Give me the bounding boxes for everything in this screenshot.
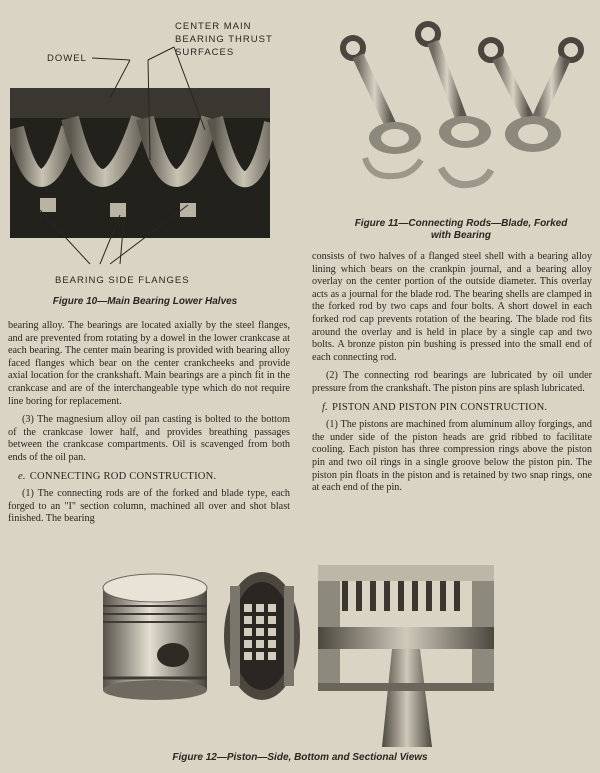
- callout-thrust-line2: BEARING THRUST: [175, 34, 273, 45]
- callout-thrust-line1: CENTER MAIN: [175, 21, 252, 32]
- callout-bearing-side-flanges: BEARING SIDE FLANGES: [55, 275, 190, 286]
- section-f-letter: f.: [322, 401, 328, 413]
- figure12-bottom-view: [222, 566, 302, 706]
- figure10-caption: Figure 10—Main Bearing Lower Halves: [52, 296, 238, 307]
- right-paragraph-2: (2) The connecting rod bearings are lubricated by oil under pressure from the crankshaft. The piston pins are splash lubricated.: [312, 370, 592, 394]
- right-paragraph-1: consists of two halves of a flanged steel shell with a bearing alloy lining which bears on the crankpin journal, and a bearing alloy overlay on the center portion of the outside diameter. This overlay acts as a journal for the blade rod. The bearing shells are clamped in the forked rod by two caps and four bolts. A short dowel in each forked rod cap prevents rotation of the bearing. The blade rod fits around the overlay and is held in place by a single cap and two bolts. A bronze piston pin bushing is pressed into the small end of each connecting rod.: [312, 251, 592, 363]
- figure11-photo: [333, 8, 590, 204]
- section-e-letter: e.: [18, 470, 26, 482]
- right-paragraph-3: (1) The pistons are machined from aluminum alloy forgings, and the under side of the piston heads are grid ribbed to facilitate cooling. Each piston has three compression rings above the piston pin and two oil rings in a single groove below the piston pin. The piston pin floats in the piston and is retained by two snap rings, one at each end of the pin.: [312, 419, 592, 494]
- callout-thrust-line3: SURFACES: [175, 47, 235, 58]
- left-paragraph-2: (3) The magnesium alloy oil pan casting is bolted to the bottom of the crankcase lower half, and provides breathing passages between the crankcase compartments. Oil is scavenged from both ends of the oil pan.: [8, 414, 290, 463]
- section-f-title: PISTON AND PISTON PIN CONSTRUCTION.: [332, 401, 548, 413]
- figure12-side-view: [95, 570, 215, 710]
- figure12-sectional-view: [312, 557, 500, 747]
- figure12-caption: Figure 12—Piston—Side, Bottom and Sectional Views: [172, 752, 428, 763]
- callout-dowel: DOWEL: [47, 53, 87, 64]
- figure11-caption: [330, 218, 592, 242]
- section-f-heading: [312, 402, 592, 415]
- left-paragraph-3: (1) The connecting rods are of the forked and blade type, each forged to an "I" section column, machined all over and shot blast finished. The bearing: [8, 488, 290, 525]
- figure11-caption-line1: Figure 11—Connecting Rods—Blade, Forked: [354, 218, 568, 229]
- left-paragraph-1: bearing alloy. The bearings are located axially by the steel flanges, and are prevented from rotating by a dowel in the lower crankcase at each bearing. The center main bearing is provided with bearing alloy faced flanges which bear on the center crankcheeks and provide axial location for the crankshaft. Main bearings are a pinch fit in the crankcase and are of the interchangeable type which do not require line boring for replacement.: [8, 320, 290, 407]
- left-column: [8, 320, 290, 532]
- figure11-caption-line2: with Bearing: [430, 230, 491, 241]
- right-column: [312, 251, 592, 501]
- section-e-heading: [8, 471, 290, 484]
- figure10-leader-lines: [0, 0, 270, 280]
- section-e-title: CONNECTING ROD CONSTRUCTION.: [29, 470, 217, 482]
